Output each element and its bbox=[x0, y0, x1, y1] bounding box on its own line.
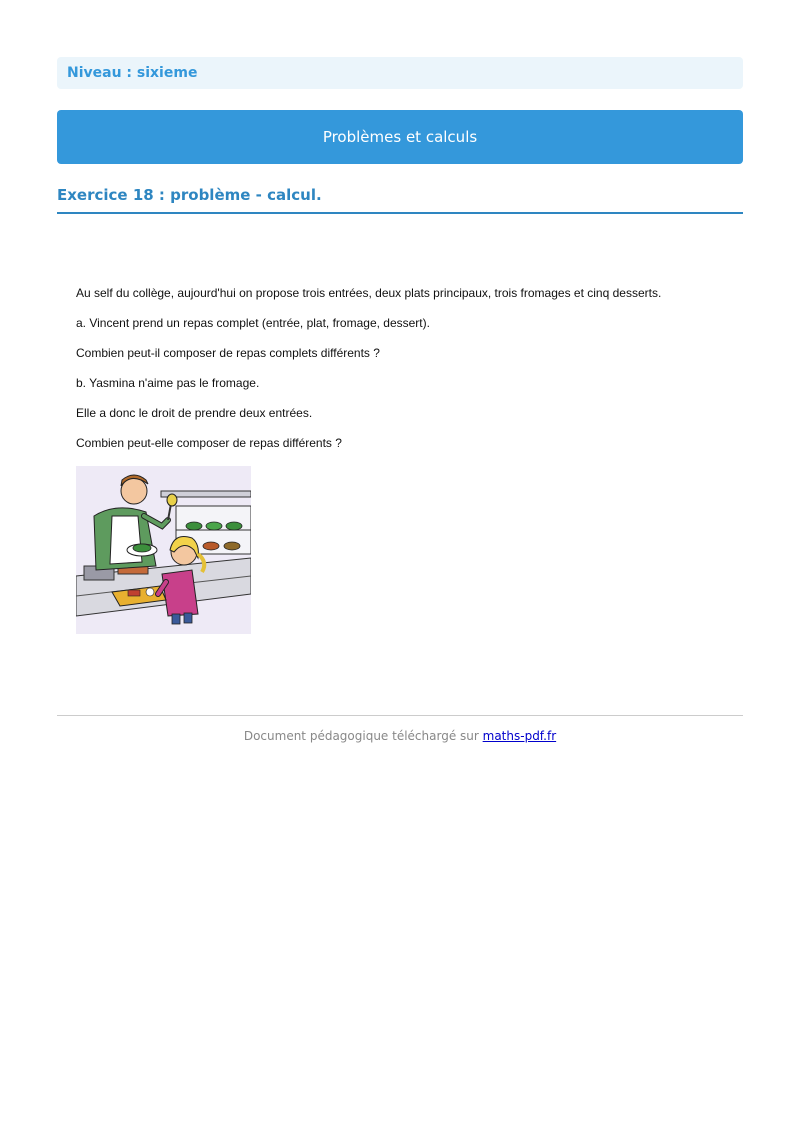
level-label: Niveau : sixieme bbox=[67, 65, 198, 81]
footer-link[interactable]: maths-pdf.fr bbox=[482, 729, 557, 743]
cafeteria-illustration bbox=[76, 466, 251, 634]
topic-banner bbox=[57, 110, 743, 164]
question-b-line: b. Yasmina n'aime pas le fromage. bbox=[76, 376, 260, 390]
exercise-statement bbox=[76, 284, 736, 464]
question-a-line: a. Vincent prend un repas complet (entrée, plat, fromage, dessert). bbox=[76, 316, 430, 330]
level-box bbox=[57, 57, 743, 89]
footer-divider bbox=[57, 715, 743, 716]
footer-text: Document pédagogique téléchargé sur bbox=[243, 729, 483, 743]
question-b-ask: Combien peut-elle composer de repas différents ? bbox=[76, 436, 342, 450]
statement-line: Au self du collège, aujourd'hui on propose trois entrées, deux plats principaux, trois fromages et cinq desserts. bbox=[76, 286, 662, 300]
question-a-ask: Combien peut-il composer de repas complets différents ? bbox=[76, 346, 380, 360]
question-b-detail: Elle a donc le droit de prendre deux entrées. bbox=[76, 406, 313, 420]
topic-title: Problèmes et calculs bbox=[322, 128, 478, 146]
title-divider bbox=[57, 212, 743, 214]
exercise-title: Exercice 18 : problème - calcul. bbox=[57, 186, 322, 204]
footer bbox=[0, 729, 800, 743]
